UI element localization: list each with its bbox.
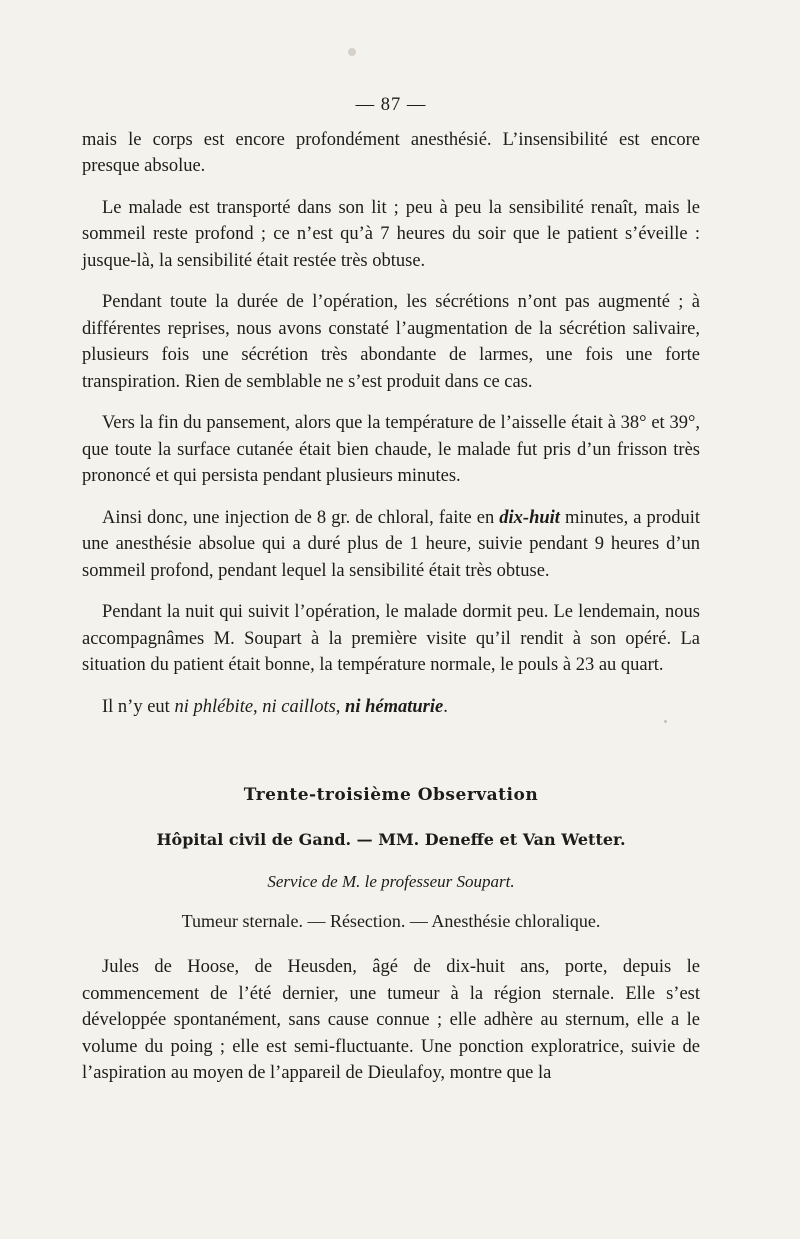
paragraph-5-text-b: minutes, a produit une anesthésie absolue qui a duré plus de 1 heure, suivie pendant 9 heures d’un sommeil profond, pendant lequel la sensibilité était très obtuse. (82, 507, 700, 581)
case-paragraph: Jules de Hoose, de Heusden, âgé de dix-huit ans, porte, depuis le commencement de l’été dernier, une tumeur à la région sternale. Elle s’est développée spontanément, sans cause connue ; elle adhère au sternum, elle a le volume du poing ; elle est semi-fluctuante. Une ponction exploratrice, suivie de l’aspiration au moyen de l’appareil de Dieulafoy, montre que la (82, 957, 700, 1083)
paragraph-7-text-a: Il n’y eut (102, 696, 175, 717)
paragraph-7-text-d: . (443, 696, 448, 717)
paper-speck (348, 48, 356, 56)
paragraph-7-emphasis-3: ni hématurie (345, 696, 444, 717)
paragraph-5 (82, 505, 700, 585)
paragraph-7-text-b: , (253, 696, 263, 717)
paragraph-6: Pendant la nuit qui suivit l’opération, le malade dormit peu. Le lendemain, nous accompagnâmes M. Soupart à la première visite qu’il rendit à son opéré. La situation du patient était bonne, la température normale, le pouls à 23 au quart. (82, 602, 700, 675)
paragraph-7-text-c: , (335, 696, 346, 717)
service-line: Service de M. le professeur Soupart. (267, 872, 515, 891)
paragraph-1: mais le corps est encore profondément anesthésié. L’insensibilité est encore presque absolue. (82, 129, 700, 176)
hospital-line: Hôpital civil de Gand. — MM. Deneffe et Van Wetter. (156, 829, 626, 849)
document-page (82, 92, 700, 1102)
observation-heading: Trente-troisième Observation (243, 785, 539, 805)
page-number: — 87 — (355, 95, 427, 115)
paragraph-5-text-a: Ainsi donc, une injection de 8 gr. de chloral, faite en (102, 507, 500, 528)
paragraph-5-emphasis: dix-huit (499, 507, 560, 528)
paragraph-7-emphasis-1: ni phlébite (174, 696, 254, 717)
subject-line: Tumeur sternale. — Résection. — Anesthésie chloralique. (181, 910, 601, 931)
paragraph-3: Pendant toute la durée de l’opération, les sécrétions n’ont pas augmenté ; à différentes reprises, nous avons constaté l’augmentation de la sécrétion salivaire, plusieurs fois une sécrétion très abondante de larmes, une fois une forte transpiration. Rien de semblable ne s’est produit dans ce cas. (82, 292, 700, 392)
paragraph-2: Le malade est transporté dans son lit ; peu à peu la sensibilité renaît, mais le sommeil reste profond ; ce n’est qu’à 7 heures du soir que le patient s’éveille : jusque-là, la sensibilité était restée très obtuse. (82, 197, 700, 271)
paragraph-7-emphasis-2: ni caillots (262, 696, 336, 717)
paragraph-7 (82, 694, 700, 721)
paragraph-4: Vers la fin du pansement, alors que la température de l’aisselle était à 38° et 39°, que toute la surface cutanée était bien chaude, le malade fut pris d’un frisson très prononcé et qui persista pendant plusieurs minutes. (82, 413, 700, 486)
